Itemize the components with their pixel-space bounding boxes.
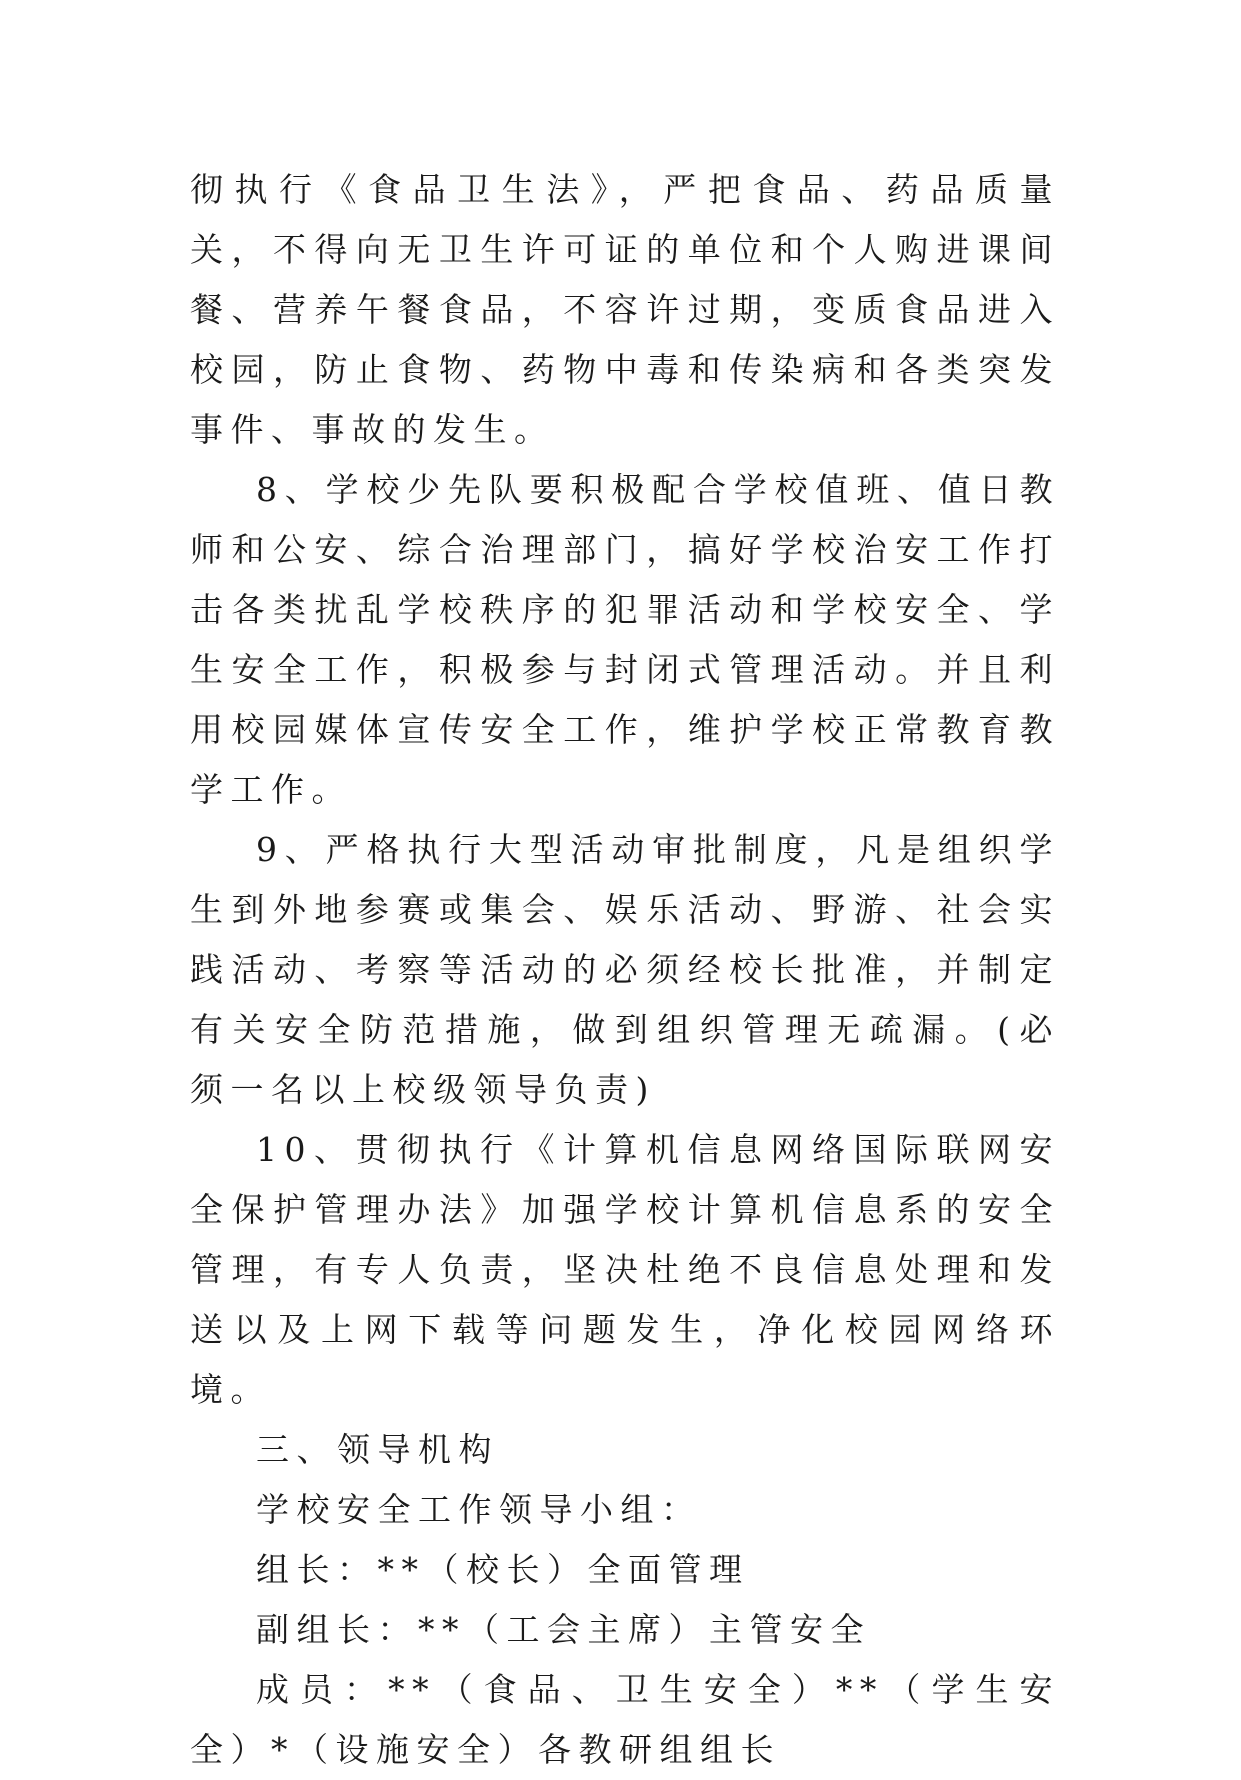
paragraph-food-safety-continued: 彻执行《食品卫生法》，严把食品、药品质量关，不得向无卫生许可证的单位和个人购进课间餐、营养午餐食品，不容许过期，变质食品进入校园，防止食物、药物中毒和传染病和各类突发事件、事故的发生。 (190, 170, 1060, 449)
leadership-group-title: 学校安全工作领导小组： (256, 1490, 702, 1529)
paragraph-item-10: 10、贯彻执行《计算机信息网络国际联网安全保护管理办法》加强学校计算机信息系的安全管理，有专人负责，坚决杜绝不良信息处理和发送以及上网下载等问题发生，净化校园网络环境。 (190, 1130, 1060, 1409)
paragraph-item-9: 9、严格执行大型活动审批制度，凡是组织学生到外地参赛或集会、娱乐活动、野游、社会实践活动、考察等活动的必须经校长批准，并制定有关安全防范措施，做到组织管理无疏漏。(必须一名以上校级领导负责) (190, 830, 1060, 1109)
paragraph-item-8: 8、学校少先队要积极配合学校值班、值日教师和公安、综合治理部门，搞好学校治安工作打击各类扰乱学校秩序的犯罪活动和学校安全、学生安全工作，积极参与封闭式管理活动。并且利用校园媒体宣传安全工作，维护学校正常教育教学工作。 (190, 470, 1060, 809)
deputy-leader-line: 副组长：**（工会主席）主管安全 (256, 1610, 871, 1649)
document-body (190, 160, 1060, 1780)
group-leader-line: 组长：**（校长）全面管理 (256, 1550, 750, 1589)
section-heading-leadership: 三、领导机构 (256, 1430, 499, 1469)
members-line: 成员：**（食品、卫生安全）**（学生安全）*（设施安全）各教研组组长 (190, 1670, 1060, 1769)
